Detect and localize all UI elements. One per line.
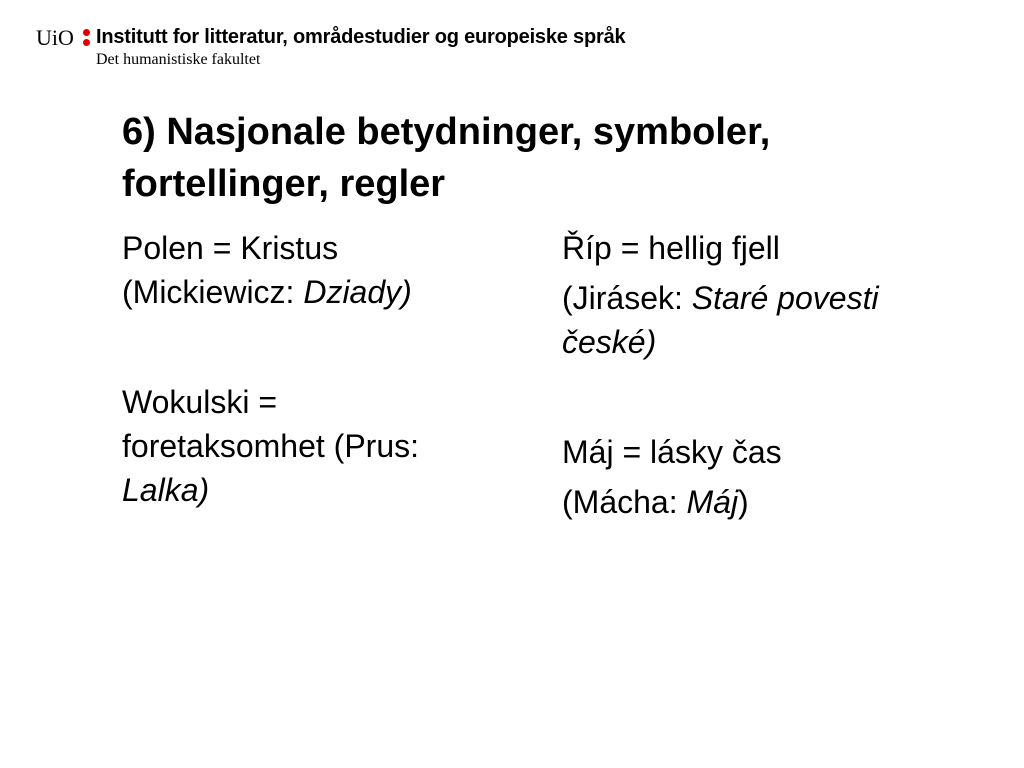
macha-suffix: ) [738,484,749,520]
polen-line: Polen = Kristus [122,230,339,266]
institute-name: Institutt for litteratur, områdestudier og europeiske språk [96,26,626,48]
right-paragraph-jirasek [562,276,1002,364]
slide-title-line-2: fortellinger, regler [122,163,446,205]
slide-title [122,106,982,210]
dziady-title: Dziady) [303,274,412,310]
maj-title: Máj [686,484,739,520]
wokulski-line: Wokulski = [122,384,278,420]
page-header [36,22,996,72]
rip-line: Říp = hellig fjell [562,230,780,266]
lalka-title: Lalka) [122,472,210,508]
left-column [122,226,542,512]
uio-logo: UiO [36,25,74,50]
maj-line: Máj = lásky čas [562,434,782,470]
right-column [562,226,1002,524]
faculty-name: Det humanistiske fakultet [96,51,261,68]
mickiewicz-prefix: (Mickiewicz: [122,274,304,310]
jirasek-prefix: (Jirásek: [562,280,692,316]
left-paragraph-polen [122,226,542,314]
uio-logo-dots-icon [83,28,91,48]
macha-prefix: (Mácha: [562,484,687,520]
stare-povesti-title: Staré povesti [691,280,879,316]
slide-title-line-1: 6) Nasjonale betydninger, symboler, [122,111,771,153]
right-paragraph-macha [562,480,1002,524]
ceske-title: české) [562,324,657,360]
foretaksomhet-line: foretaksomhet (Prus: [122,428,419,464]
left-paragraph-wokulski [122,380,542,512]
